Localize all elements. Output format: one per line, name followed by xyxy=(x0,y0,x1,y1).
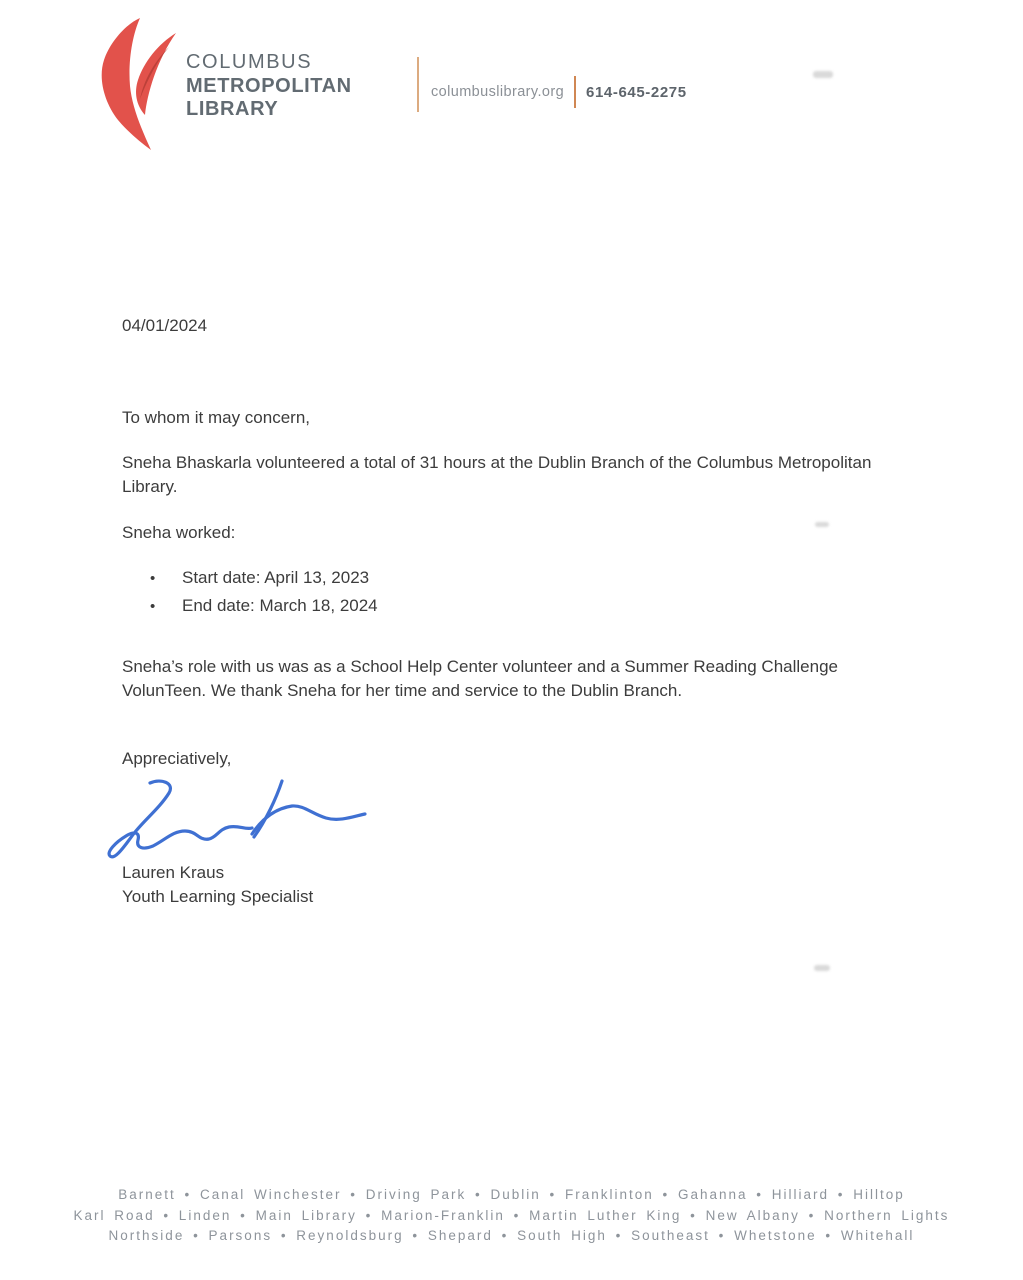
branch-list-line: Karl Road • Linden • Main Library • Marion-Franklin • Martin Luther King • New Albany • Northern Lights xyxy=(73,1207,950,1223)
signer-name: Lauren Kraus xyxy=(122,863,225,882)
paragraph-role: Sneha’s role with us was as a School Help Center volunteer and a Summer Reading Challenge VolunTeen. We thank Sneha for her time and service to the Dublin Branch. xyxy=(122,657,838,700)
contact-divider xyxy=(574,76,576,108)
bullet-icon: • xyxy=(150,570,156,587)
list-item xyxy=(150,566,378,594)
wordmark-line-library: LIBRARY xyxy=(186,98,279,120)
header-divider xyxy=(417,57,419,112)
library-wordmark xyxy=(186,51,352,122)
wordmark-line-columbus: COLUMBUS xyxy=(186,51,313,73)
worked-heading: Sneha worked: xyxy=(122,523,236,542)
list-item xyxy=(150,594,378,622)
branch-list-line: Northside • Parsons • Reynoldsburg • Shepard • South High • Southeast • Whetstone • Whitehall xyxy=(108,1228,915,1243)
website-text: columbuslibrary.org xyxy=(431,84,565,100)
scan-artifact xyxy=(815,522,829,527)
date-bullet-list xyxy=(150,566,378,622)
bullet-icon: • xyxy=(150,598,156,615)
branch-list-footer xyxy=(0,1185,1023,1247)
paragraph-hours: Sneha Bhaskarla volunteered a total of 31 hours at the Dublin Branch of the Columbus Metropolitan Library. xyxy=(122,453,872,496)
signer-title: Youth Learning Specialist xyxy=(122,887,314,906)
start-date-text: Start date: April 13, 2023 xyxy=(182,568,370,587)
closing: Appreciatively, xyxy=(122,749,232,768)
letter-date: 04/01/2024 xyxy=(122,316,208,335)
branch-list-line: Barnett • Canal Winchester • Driving Park • Dublin • Franklinton • Gahanna • Hilliard • Hilltop xyxy=(118,1187,905,1202)
library-logo-icon xyxy=(98,14,188,154)
header-contact xyxy=(431,74,687,110)
scan-artifact xyxy=(813,71,833,78)
signature-handwriting xyxy=(106,770,388,862)
phone-text: 614-645-2275 xyxy=(586,83,687,101)
end-date-text: End date: March 18, 2024 xyxy=(182,596,378,615)
salutation: To whom it may concern, xyxy=(122,408,311,427)
wordmark-line-metropolitan: METROPOLITAN xyxy=(186,74,352,97)
signer-block xyxy=(122,861,313,909)
scan-artifact xyxy=(814,965,830,971)
